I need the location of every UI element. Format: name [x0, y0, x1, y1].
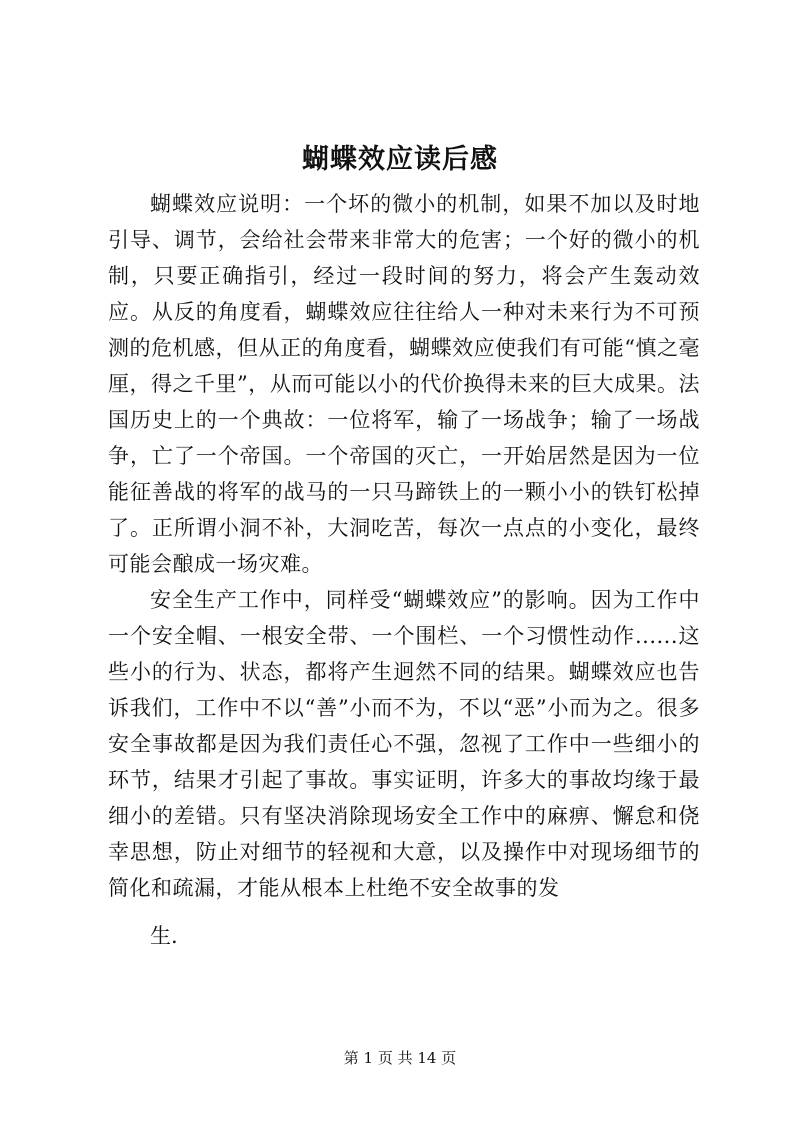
document-body [108, 186, 700, 954]
paragraph-1: 蝴蝶效应说明：一个坏的微小的机制，如果不加以及时地引导、调节，会给社会带来非常大的危害；一个好的微小的机制，只要正确指引，经过一段时间的努力，将会产生轰动效应。从反的角度看，蝴蝶效应往往给人一种对未来行为不可预测的危机感，但从正的角度看，蝴蝶效应使我们有可能“慎之毫厘，得之千里”，从而可能以小的代价换得未来的巨大成果。法国历史上的一个典故：一位将军，输了一场战争；输了一场战争，亡了一个帝国。一个帝国的灭亡，一开始居然是因为一位能征善战的将军的战马的一只马蹄铁上的一颗小小的铁钉松掉了。正所谓小洞不补，大洞吃苦，每次一点点的小变化，最终可能会酿成一场灾难。 [108, 192, 700, 576]
paragraph-2: 安全生产工作中，同样受“蝴蝶效应”的影响。因为工作中一个安全帽、一根安全带、一个围栏、一个习惯性动作......这些小的行为、状态，都将产生迥然不同的结果。蝴蝶效应也告诉我们，工作中不以“善”小而不为，不以“恶”小而为之。很多安全事故都是因为我们责任心不强，忽视了工作中一些细小的环节，结果才引起了事故。事实证明，许多大的事故均缘于最细小的差错。只有坚决消除现场安全工作中的麻痹、懈怠和侥幸思想，防止对细节的轻视和大意，以及操作中对现场细节的简化和疏漏，才能从根本上杜绝不安全故事的发 [108, 588, 700, 900]
document-title: 蝴蝶效应读后感 [302, 144, 498, 175]
page-footer: 第 1 页 共 14 页 [343, 1049, 457, 1067]
trailing-line: 生. [150, 924, 178, 948]
